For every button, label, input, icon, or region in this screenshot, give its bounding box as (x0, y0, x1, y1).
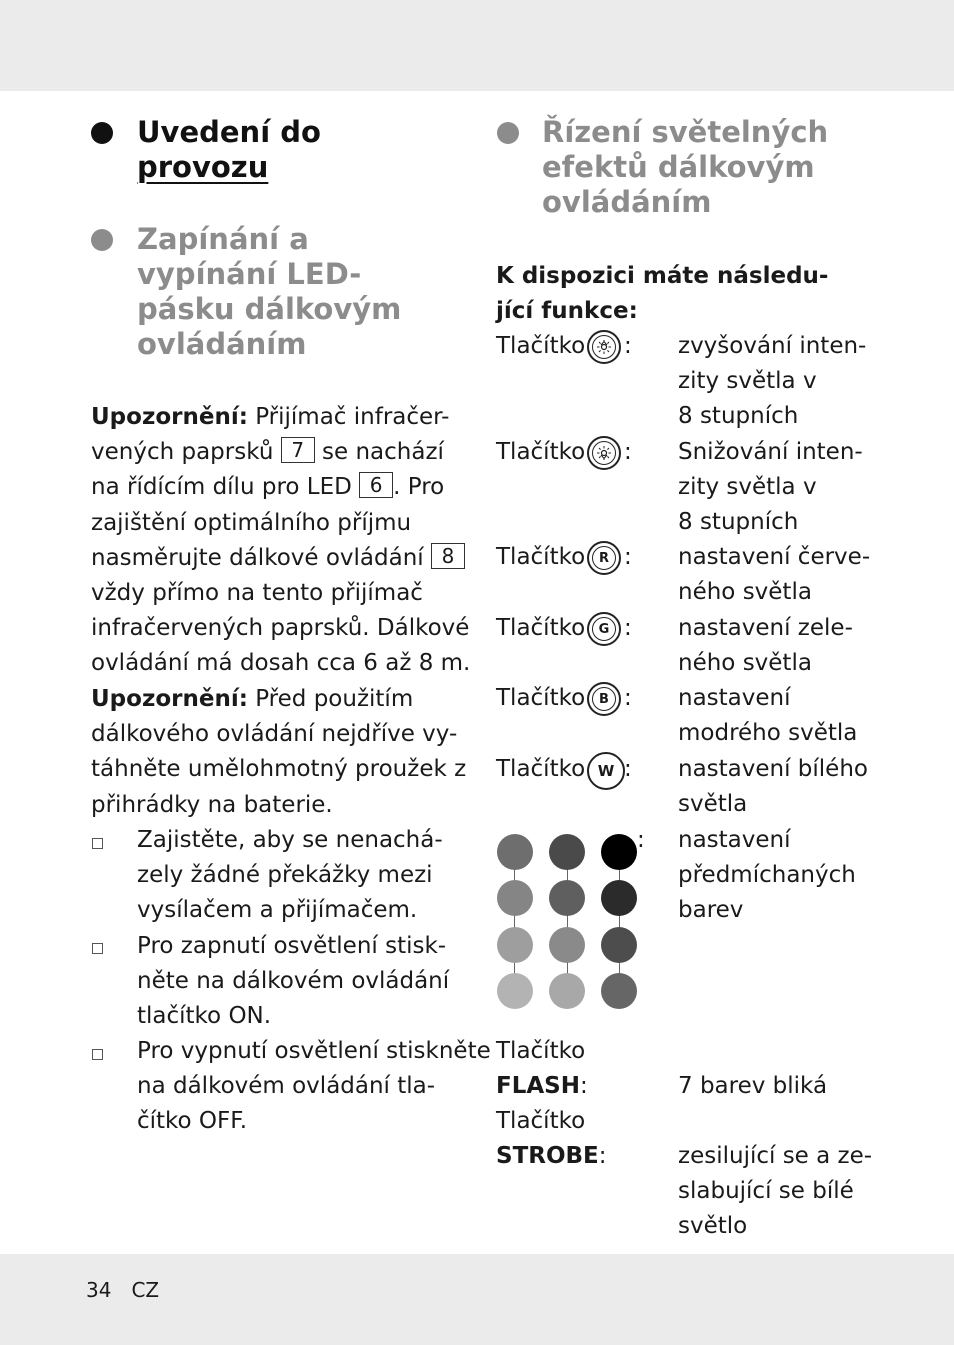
color-swatch-button (549, 973, 585, 1009)
checkbox-bullet-icon (92, 943, 103, 954)
colon: : (624, 685, 632, 711)
color-swatch-button (497, 880, 533, 916)
colon: : (624, 756, 632, 782)
color-swatch-button (601, 880, 637, 916)
color-swatch-button (497, 834, 533, 870)
color-swatch-button (601, 834, 637, 870)
ref-box: 7 (281, 437, 315, 463)
heading-uvedeni: Uvedení do provozu (137, 115, 321, 184)
list-item: Pro zapnutí osvětlení stisk- něte na dálkovém ovládání tlačítko ON. (137, 933, 450, 1030)
white-button-icon: W (587, 752, 625, 790)
heading-bullet (91, 229, 113, 251)
button-label: Tlačítko (496, 439, 586, 465)
note-paragraph-1: Upozornění: Přijímač infračer- vených paprsků 7 se nachází na řídícím dílu pro LED 6 . Pro zajištění optimálního příjmu nasměrujte dálkové ovládání 8 vždy přímo na tento přijímač infračervených paprsků. Dálkové ovládání má dosah cca 6 až 8 m. (91, 404, 471, 677)
list-item: Zajistěte, aby se nenachá- zely žádné překážky mezi vysílačem a přijímačem. (137, 827, 443, 924)
colon: : (624, 544, 632, 570)
button-label: Tlačítko (496, 756, 586, 782)
flash-label: Tlačítko FLASH: (496, 1038, 588, 1099)
top-band (0, 0, 954, 91)
colon: : (624, 615, 632, 641)
green-button-icon: G (587, 612, 621, 646)
function-description: nastavení červe- ného světla (678, 544, 871, 605)
button-label: Tlačítko (496, 615, 586, 641)
swatch-connector (619, 852, 620, 992)
page-footer (86, 1278, 179, 1302)
color-swatch-button (497, 927, 533, 963)
function-description: nastavení modrého světla (678, 685, 858, 746)
color-swatch-button (549, 927, 585, 963)
note-paragraph-2: Upozornění: Před použitím dálkového ovládání nejdříve vy- táhněte umělohmotný proužek z přihrádky na baterie. (91, 686, 467, 818)
page-number: 34 (86, 1278, 112, 1302)
swatch-connector (567, 852, 568, 992)
swatch-connector (514, 852, 515, 992)
list-item: Pro vypnutí osvětlení stiskněte na dálkovém ovládání tla- čítko OFF. (137, 1038, 491, 1135)
color-swatch-button (549, 880, 585, 916)
ref-box: 8 (431, 543, 465, 569)
button-label: Tlačítko (496, 685, 586, 711)
flash-description: 7 barev bliká (678, 1073, 828, 1099)
button-label: Tlačítko (496, 544, 586, 570)
function-description: nastavení předmíchaných barev (678, 827, 856, 923)
function-description: nastavení bílého světla (678, 756, 868, 817)
brightness-down-icon (587, 436, 621, 470)
color-swatch-button (549, 834, 585, 870)
language-code: CZ (131, 1278, 160, 1302)
strobe-label: Tlačítko STROBE: (496, 1108, 607, 1169)
color-swatch-button (497, 973, 533, 1009)
heading-rizeni: Řízení světelných efektů dálkovým ovládáním (542, 115, 829, 219)
strobe-description: zesilující se a ze- slabující se bílé světlo (678, 1143, 873, 1239)
heading-bullet (91, 122, 113, 144)
blue-button-icon: B (587, 682, 621, 716)
functions-intro: K dispozici máte následu- jící funkce: (496, 263, 829, 324)
function-description: zvyšování inten- zity světla v 8 stupních (678, 333, 867, 429)
function-description: Snižování inten- zity světla v 8 stupních (678, 439, 863, 535)
heading-bullet (497, 122, 519, 144)
ref-box: 6 (359, 472, 393, 498)
colon: : (624, 333, 632, 359)
colon: : (624, 439, 632, 465)
color-swatch-button (601, 927, 637, 963)
color-swatch-button (601, 973, 637, 1009)
button-label: Tlačítko (496, 333, 586, 359)
checkbox-bullet-icon (92, 1049, 103, 1060)
red-button-icon: R (587, 541, 621, 575)
function-description: nastavení zele- ného světla (678, 615, 853, 676)
brightness-up-icon (587, 330, 621, 364)
checkbox-bullet-icon (92, 838, 103, 849)
colon: : (637, 827, 645, 853)
heading-zapinani: Zapínání a vypínání LED- pásku dálkovým ovládáním (137, 222, 402, 361)
